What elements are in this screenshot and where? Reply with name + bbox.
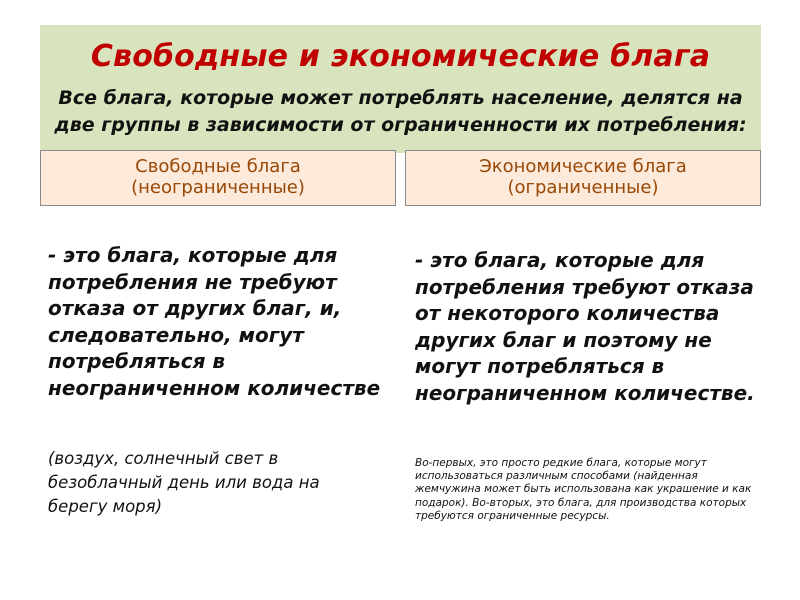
economic-goods-sublabel: (ограниченные) — [507, 177, 659, 198]
free-goods-category-box — [40, 150, 396, 206]
page-subtitle: Все блага, которые может потреблять население, делятся на две группы в зависимости от ограниченности их потребления: — [54, 87, 747, 136]
free-goods-label: Свободные блага — [135, 156, 301, 177]
page-title: Свободные и экономические блага — [90, 39, 711, 74]
economic-goods-examples: Во-первых, это просто редкие блага, которые могут использоваться различным способами (найденная жемчужина может быть использована как украшение и как подарок). Во-вторых, это блага, для производства которых требуются ограниченные ресурсы. — [415, 457, 752, 522]
free-goods-sublabel: (неограниченные) — [131, 177, 305, 198]
free-goods-definition: - это блага, которые для потребления не требуют отказа от других благ, и, следовательно, могут потребляться в неограниченном количестве — [48, 243, 381, 400]
free-goods-examples: (воздух, солнечный свет в безоблачный день или вода на берегу моря) — [48, 449, 320, 516]
header-panel — [40, 25, 761, 153]
economic-goods-category-box — [405, 150, 761, 206]
economic-goods-definition: - это блага, которые для потребления требуют отказа от некоторого количества других благ и поэтому не могут потребляться в неограниченном количестве. — [415, 248, 755, 405]
economic-goods-label: Экономические блага — [479, 156, 687, 177]
